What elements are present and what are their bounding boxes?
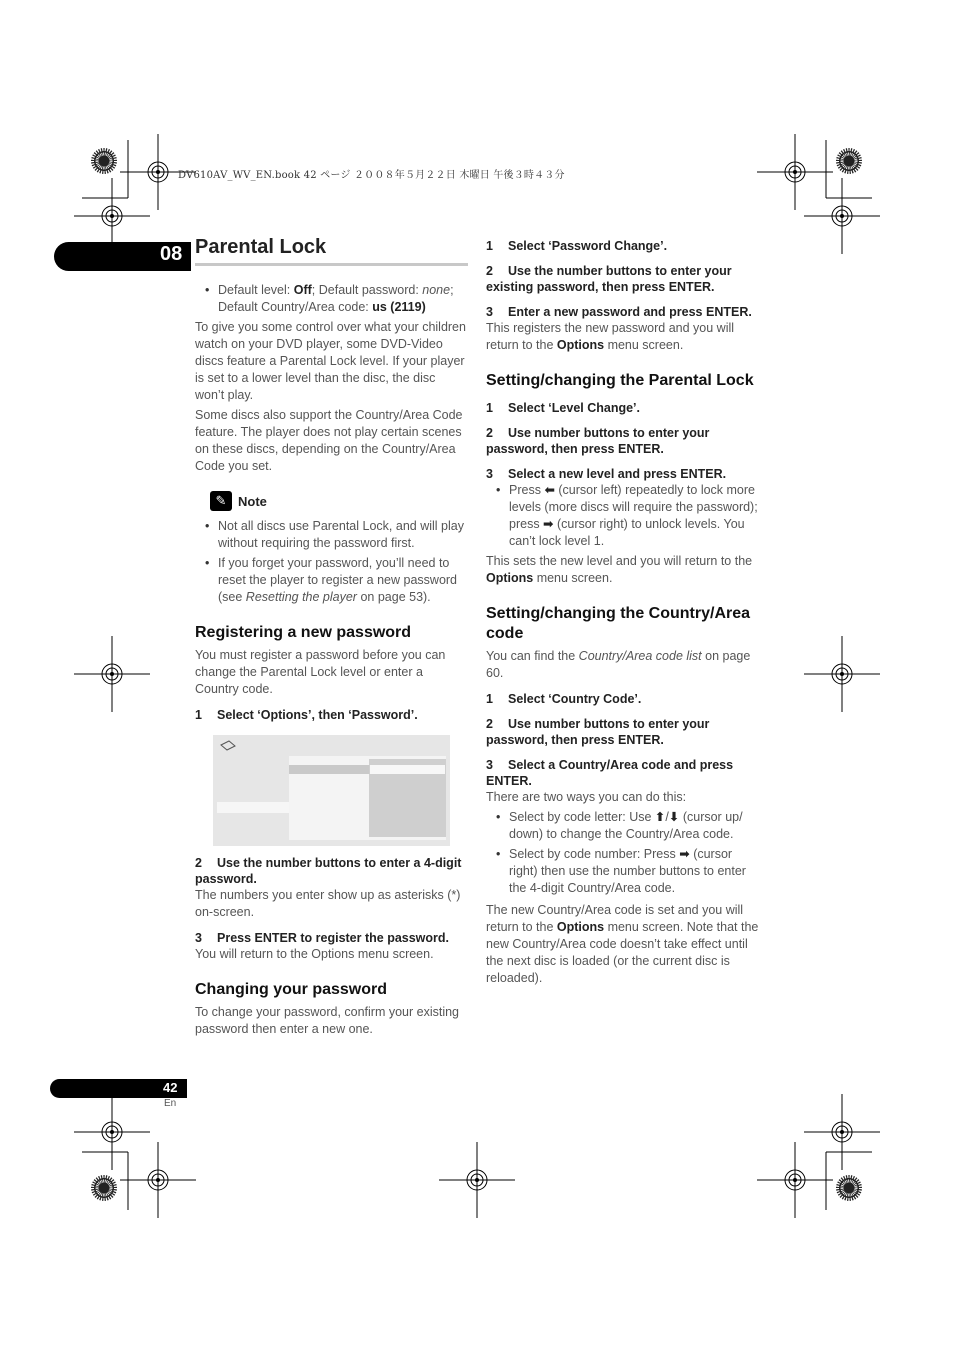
note-header	[210, 491, 468, 511]
arrow-down-icon: ⬇	[668, 810, 680, 824]
lock-bullet: • Press ⬅ (cursor left) repeatedly to lock more levels (more discs will require the password); press ➡ (cursor right) to unlock levels. You can’t lock level 1.	[486, 482, 760, 550]
register-step-2-text: The numbers you enter show up as asterisks (*) on-screen.	[195, 888, 461, 919]
password-change-step-3-text: This registers the new password and you will return to the Options menu screen.	[486, 321, 735, 352]
lock-step-1: 1 Select ‘Level Change’.	[486, 401, 640, 415]
country-step-2: 2 Use number buttons to enter your password, then press ENTER.	[486, 717, 710, 747]
defaults-bullet: • Default level: Off; Default password: none; Default Country/Area code: us (2119)	[195, 282, 468, 316]
intro-paragraph-2: Some discs also support the Country/Area Code feature. The player does not play certain scenes on these discs, depending on the Country/Area Code you set.	[195, 408, 463, 473]
heading-parental-lock: Setting/changing the Parental Lock	[486, 372, 754, 389]
country-bullet-2: • Select by code number: Press ➡ (cursor right) then use the number buttons to enter the 4-digit Country/Area code.	[486, 846, 760, 897]
arrow-right-icon: ➡	[543, 517, 554, 531]
register-step-3-text: You will return to the Options menu screen.	[195, 947, 434, 961]
register-step-3: 3 Press ENTER to register the password.	[195, 931, 450, 945]
heading-country-code: Setting/changing the Country/Area code	[486, 605, 751, 642]
intro-paragraph-1: To give you some control over what your children watch on your DVD player, some DVD-Video discs feature a Parental Lock level. If your player is set to a lower level than the disc, the disc won’t play.	[195, 320, 466, 402]
arrow-up-icon: ⬆	[654, 810, 666, 824]
lock-step-3: 3 Select a new level and press ENTER.	[486, 467, 727, 481]
arrow-left-icon: ⬅	[544, 483, 555, 497]
country-final-text: The new Country/Area code is set and you will return to the Options menu screen. Note that the new Country/Area code doesn’t take effect until the next disc is loaded (or the current disc is reloaded).	[486, 903, 759, 985]
options-menu-illustration	[213, 735, 450, 846]
right-column	[486, 238, 760, 990]
lock-step-2: 2 Use number buttons to enter your password, then press ENTER.	[486, 426, 710, 456]
country-step-3-text: There are two ways you can do this:	[486, 790, 687, 804]
print-header: DV610AV_WV_EN.book 42 ページ ２００８年５月２２日 木曜日 午後３時４３分	[178, 170, 565, 181]
chapter-number: 08	[160, 243, 183, 265]
pencil-icon: ✎	[210, 491, 232, 511]
country-text: You can find the Country/Area code list on page 60.	[486, 649, 751, 680]
country-step-1: 1 Select ‘Country Code’.	[486, 692, 642, 706]
arrow-right-icon: ➡	[679, 847, 690, 861]
register-text: You must register a password before you can change the Parental Lock level or enter a Country code.	[195, 648, 446, 696]
country-step-3: 3 Select a Country/Area code and press ENTER.	[486, 758, 734, 788]
lock-text: This sets the new level and you will return to the Options menu screen.	[486, 554, 753, 585]
note-label: Note	[238, 493, 267, 509]
heading-changing-password: Changing your password	[195, 981, 388, 998]
change-text: To change your password, confirm your existing password then enter a new one.	[195, 1005, 460, 1036]
title-rule	[195, 263, 468, 266]
options-menu-screenshot	[213, 735, 450, 846]
password-change-step-1: 1 Select ‘Password Change’.	[486, 239, 668, 253]
register-step-1: 1 Select ‘Options’, then ‘Password’.	[195, 708, 418, 722]
password-change-step-2: 2 Use the number buttons to enter your existing password, then press ENTER.	[486, 264, 732, 294]
left-column	[195, 282, 468, 1041]
password-change-step-3: 3 Enter a new password and press ENTER.	[486, 305, 752, 319]
language-label: En	[164, 1098, 177, 1109]
page-title: Parental Lock	[195, 236, 327, 258]
note-list	[195, 518, 468, 606]
page-number: 42	[163, 1080, 178, 1095]
register-step-2: 2 Use the number buttons to enter a 4-digit password.	[195, 856, 462, 886]
note-item: • Not all discs use Parental Lock, and will play without requiring the password first.	[195, 518, 468, 552]
heading-registering: Registering a new password	[195, 624, 412, 641]
country-bullet-1: • Select by code letter: Use ⬆/⬇ (cursor up/ down) to change the Country/Area code.	[486, 809, 760, 843]
note-item: • If you forget your password, you’ll need to reset the player to register a new password (see Resetting the player on page 53).	[195, 555, 468, 606]
